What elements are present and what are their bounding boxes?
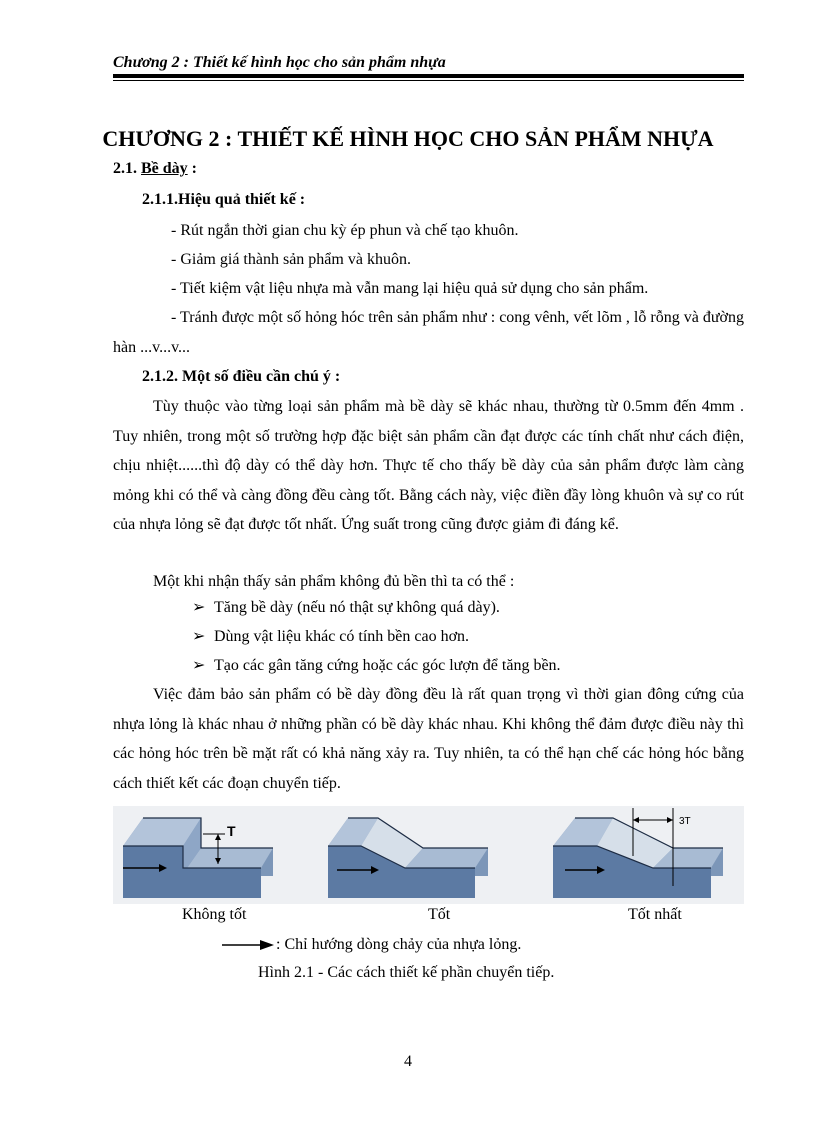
section-2-1-1-heading: 2.1.1.Hiệu quả thiết kế : [142, 191, 306, 208]
figure-caption: Hình 2.1 - Các cách thiết kế phần chuyển tiếp. [258, 964, 555, 981]
bullet-item [192, 626, 469, 646]
section-2-1-2-heading: 2.1.2. Một số điều cần chú ý : [142, 368, 341, 385]
figure-label-good: Tốt [428, 906, 451, 923]
arrow-bullet-icon: ➢ [192, 657, 206, 674]
flow-arrow-icon [220, 938, 276, 952]
paragraph-strength: Một khi nhận thấy sản phẩm không đủ bền thì ta có thể : [153, 573, 515, 590]
list-item: - Tiết kiệm vật liệu nhựa mà vẫn mang lại hiệu quả sử dụng cho sản phẩm. [171, 280, 649, 297]
figure-label-bad: Không tốt [182, 906, 247, 923]
bullet-text: Tăng bề dày (nếu nó thật sự không quá dày). [214, 599, 500, 616]
section-suffix: : [187, 160, 197, 177]
bullet-text: Tạo các gân tăng cứng hoặc các góc lượn để tăng bền. [214, 657, 561, 674]
list-item: - Rút ngắn thời gian chu kỳ ép phun và chế tạo khuôn. [171, 222, 519, 239]
running-header: Chương 2 : Thiết kế hình học cho sản phẩm nhựa [113, 54, 446, 71]
list-item: - Tránh được một số hỏng hóc trên sản phẩm như : cong vênh, vết lõm , lỗ rỗng và đường hàn ...v...v... [113, 309, 744, 356]
header-rule-thin [113, 80, 744, 81]
bullet-text: Dùng vật liệu khác có tính bền cao hơn. [214, 628, 470, 645]
paragraph-thickness: Tùy thuộc vào từng loại sản phẩm mà bề dày sẽ khác nhau, thường từ 0.5mm đến 4mm . Tuy nhiên, trong một số trường hợp đặc biệt sản phẩm cần đạt được các tính chất như cách điện, chịu nhiệt......thì độ dày có thể dày hơn. Thực tế cho thấy bề dày của sản phẩm được làm càng mỏng khi có thể và càng đồng đều càng tốt. Bằng cách này, việc điền đầy lòng khuôn và sự co rút của nhựa lỏng sẽ đạt được tốt nhất. Ứng suất trong cũng được giảm đi đáng kể. [113, 398, 744, 534]
design-best [553, 808, 723, 898]
list-item: - Giảm giá thành sản phẩm và khuôn. [171, 251, 411, 268]
figure-label-best: Tốt nhất [628, 906, 682, 923]
dim-t-label: T [227, 823, 236, 839]
page-number: 4 [404, 1053, 412, 1070]
section-title: Bề dày [141, 160, 188, 177]
section-2-1-heading [113, 160, 197, 178]
design-good [328, 818, 488, 898]
arrow-bullet-icon: ➢ [192, 599, 206, 616]
section-number: 2.1. [113, 160, 141, 177]
design-bad [123, 818, 273, 898]
legend-text: : Chỉ hướng dòng chảy của nhựa lỏng. [276, 936, 522, 953]
figure-drawing [113, 806, 744, 904]
figure-transitions [113, 806, 744, 904]
header-rule [113, 74, 744, 78]
paragraph-transition: Việc đảm bảo sản phẩm có bề dày đồng đều là rất quan trọng vì thời gian đông cứng của nhựa lỏng là khác nhau ở những phần có bề dày khác nhau. Khi không thể đảm được điều này thì các hỏng hóc trên bề mặt rất có khả năng xảy ra. Tuy nhiên, ta có thể hạn chế các hỏng hóc bằng cách thiết kết các đoạn chuyển tiếp. [113, 686, 744, 792]
bullet-item [192, 655, 561, 675]
dim-3t-label: 3T [679, 816, 691, 827]
chapter-title: CHƯƠNG 2 : THIẾT KẾ HÌNH HỌC CHO SẢN PHẨM NHỰA [102, 126, 714, 151]
figure-legend [220, 936, 521, 954]
arrow-bullet-icon: ➢ [192, 628, 206, 645]
bullet-item [192, 597, 500, 617]
